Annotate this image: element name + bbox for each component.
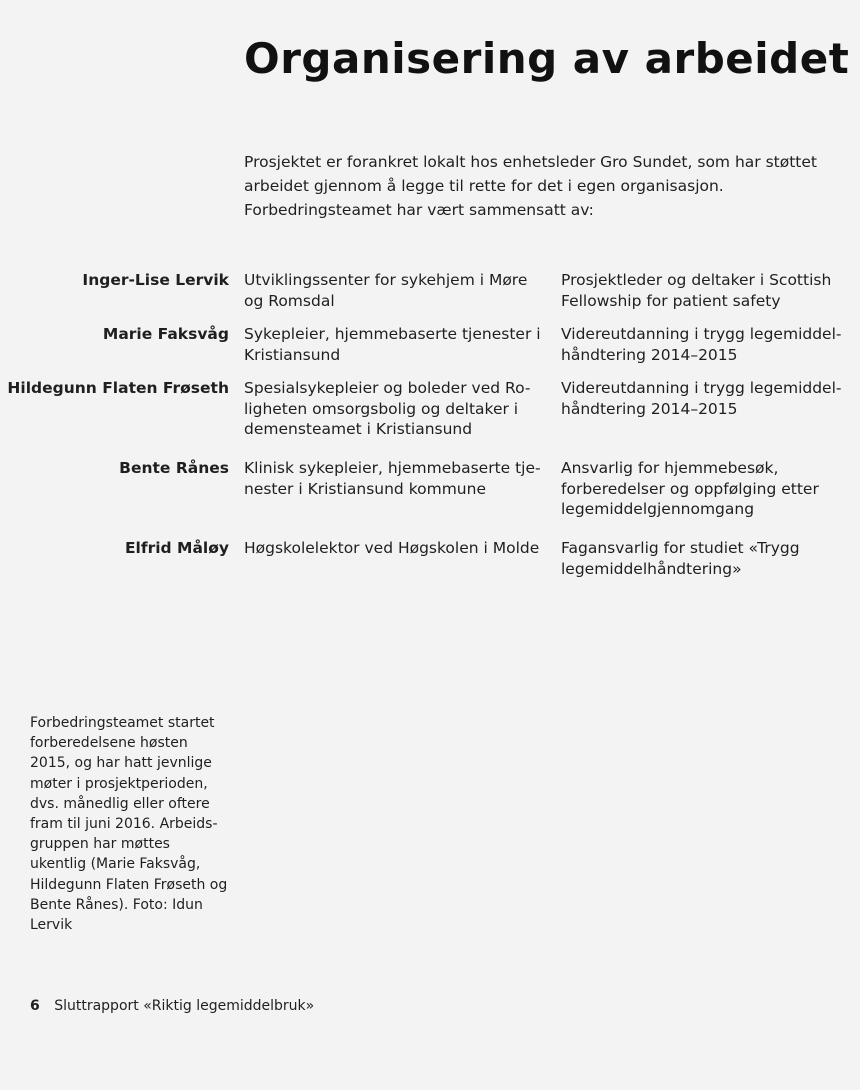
page-title: Organisering av arbeidet [244,34,850,83]
member-name: Inger-Lise Lervik [82,271,229,289]
member-name: Elfrid Måløy [124,539,229,557]
member-name: Hildegunn Flaten Frøseth [7,379,229,397]
page-footer [30,998,314,1014]
page-number: 6 [30,998,40,1014]
member-name: Marie Faksvåg [102,325,229,343]
member-description: Ansvarlig for hjemmebesøk, forberedelser og oppfølging etter legemiddelgjennomgang [561,459,819,518]
member-role: Sykepleier, hjemmebaserte tjenester i Kristiansund [244,325,541,364]
member-role: Høgskolelektor ved Høgskolen i Molde [244,539,540,557]
photo-caption: Forbedringsteamet startet forberedelsene høsten 2015, og har hatt jevnlige møter i prosjektperioden, dvs. månedlig eller oftere fram til juni 2016. Arbeids-gruppen har møttes ukentlig (Marie Faksvåg, Hildegunn Flaten Frøseth og Bente Rånes). Foto: Idun Lervik [30,715,228,934]
member-description: Prosjektleder og deltaker i Scottish Fellowship for patient safety [561,271,832,310]
member-description: Fagansvarlig for studiet «Trygg legemiddelhåndtering» [561,539,800,578]
member-description: Videreutdanning i trygg legemiddel-håndtering 2014–2015 [561,379,842,418]
member-role: Spesialsykepleier og boleder ved Ro-ligheten omsorgsbolig og deltaker i demensteamet i Kristiansund [244,379,531,438]
member-name: Bente Rånes [119,459,229,477]
intro-paragraph: Prosjektet er forankret lokalt hos enhetsleder Gro Sundet, som har støttet arbeidet gjennom å legge til rette for det i egen organisasjon. Forbedringsteamet har vært sammensatt av: [244,153,817,219]
member-description: Videreutdanning i trygg legemiddel-håndtering 2014–2015 [561,325,842,364]
member-role: Utviklingssenter for sykehjem i Møre og Romsdal [244,271,528,310]
report-title: Sluttrapport «Riktig legemiddelbruk» [54,998,315,1014]
member-role: Klinisk sykepleier, hjemmebaserte tje-nester i Kristiansund kommune [244,459,541,498]
